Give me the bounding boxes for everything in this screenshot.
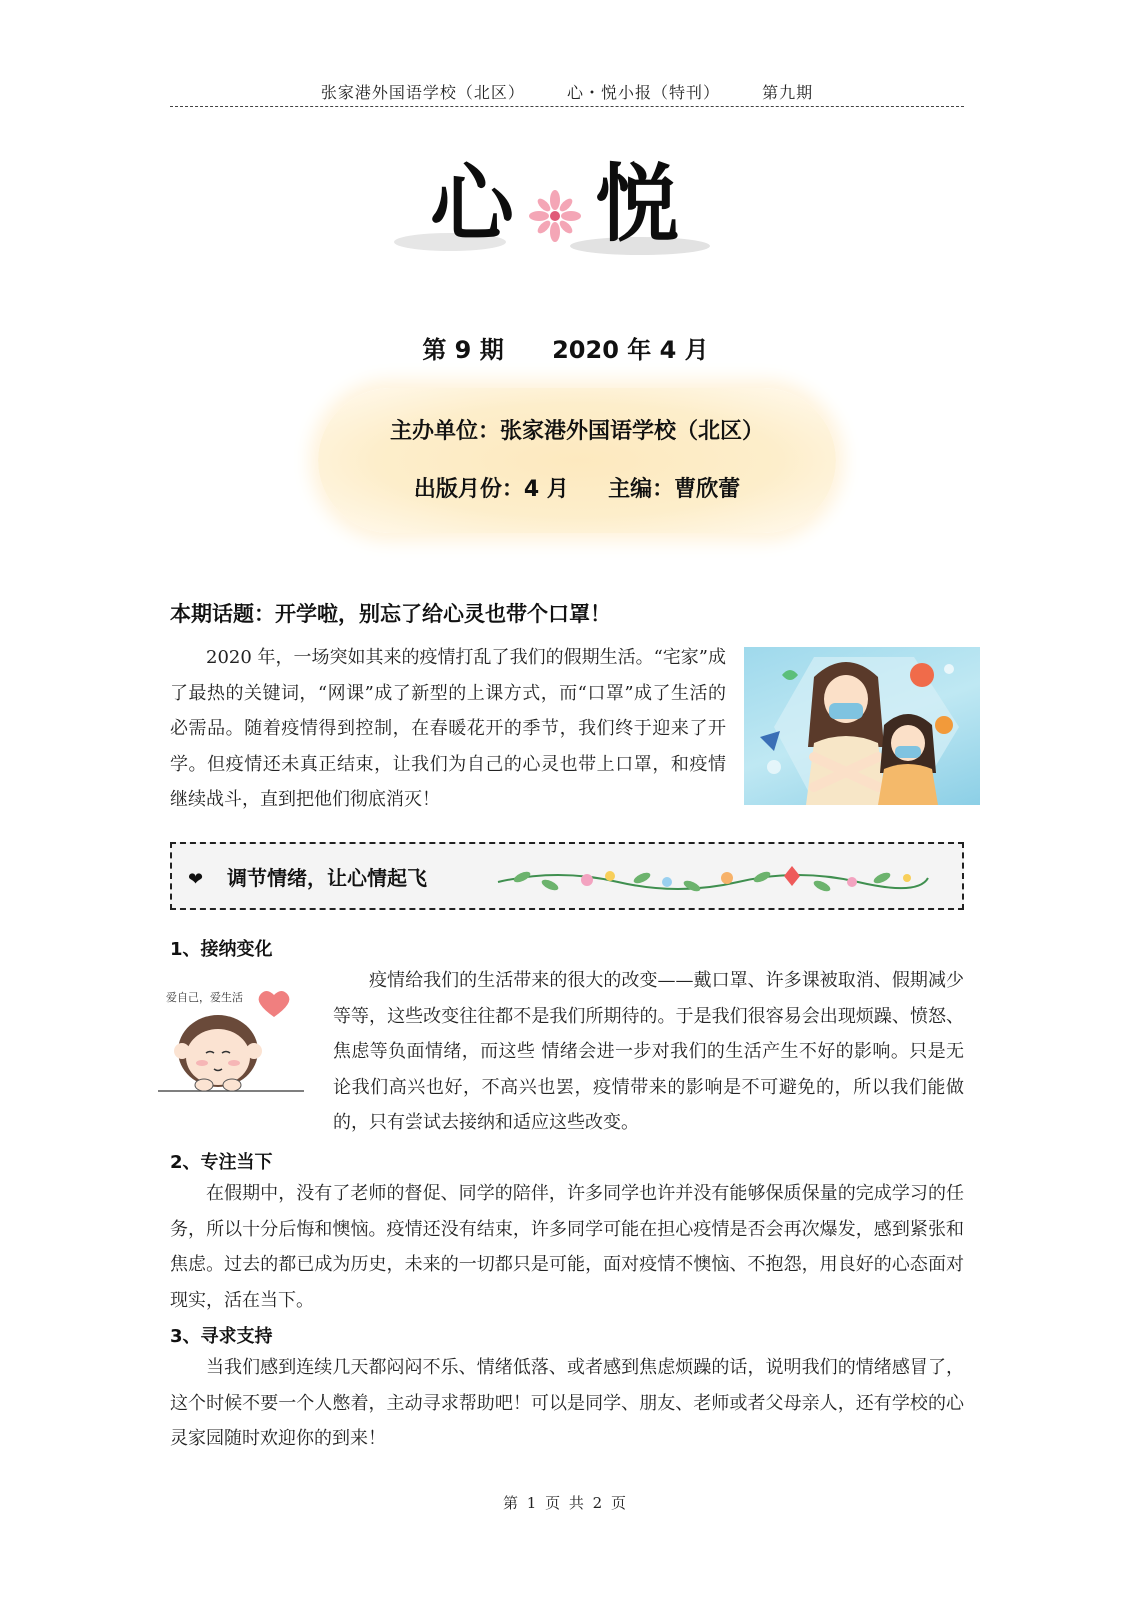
publish-month: 出版月份：4 月 [413,477,569,502]
month-editor-line [318,472,836,503]
item-2-heading: 2、专注当下 [170,1152,273,1173]
header-rule [170,106,964,107]
cartoon-girl-sticker [156,985,306,1100]
heart-icon: ❤ [188,869,204,890]
item-1-heading: 1、接纳变化 [170,939,273,960]
masthead-char-xin: 心 [430,154,515,253]
item-1-body: 疫情给我们的生活带来的很大的改变——戴口罩、许多课被取消、假期减少等等，这些改变往往都不是我们所期待的。于是我们很容易会出现烦躁、愤怒、焦虑等负面情绪，而这些 情绪会进一步对我们的生活产生不好的影响。只是无论我们高兴也好，不高兴也罢，疫情带来的影响是不可避免的，所以我们能做的，只有尝试去接纳和适应这些改变。 [333,970,964,1133]
publisher-info [318,388,836,533]
section-title-row [188,862,427,891]
item-1-paragraph [333,963,964,1141]
page-footer: 第 1 页 共 2 页 [503,1494,628,1512]
masked-students-illustration [744,647,980,805]
blossom-icon [525,186,585,246]
item-3-heading: 3、寻求支持 [170,1326,273,1347]
header-paper: 心・悦小报（特刊） [566,83,720,102]
topic-paragraph [170,640,726,818]
section-banner [170,842,964,910]
issue-number: 第 9 期 [422,336,504,364]
floral-vine-icon [492,852,932,902]
students-masks-icon [744,647,980,805]
masthead [390,154,710,270]
item-2-body: 在假期中，没有了老师的督促、同学的陪伴，许多同学也许并没有能够保质保量的完成学习的任务，所以十分后悔和懊恼。疫情还没有结束，许多同学可能在担心疫情是否会再次爆发，感到紧张和焦虑。过去的都已成为历史，未来的一切都只是可能，面对疫情不懊恼、不抱怨，用良好的心态面对现实，活在当下。 [170,1183,964,1311]
header-issue: 第九期 [762,83,814,102]
organizer: 主办单位：张家港外国语学校（北区） [389,419,764,444]
chief-editor: 主编：曹欣蕾 [608,477,741,502]
header-school: 张家港外国语学校（北区） [320,83,525,102]
section-title: 调节情绪，让心情起飞 [227,866,428,890]
item-3-body: 当我们感到连续几天都闷闷不乐、情绪低落、或者感到焦虑烦躁的话，说明我们的情绪感冒了，这个时候不要一个人憋着，主动寻求帮助吧！可以是同学、朋友、老师或者父母亲人，还有学校的心灵家园随时欢迎你的到来！ [170,1357,964,1449]
page-header [170,80,964,106]
item-2-paragraph [170,1176,964,1318]
topic-body: 2020 年，一场突如其来的疫情打乱了我们的假期生活。“宅家”成了最热的关键词，“网课”成了新型的上课方式，而“口罩”成了生活的必需品。随着疫情得到控制，在春暖花开的季节，我们终于迎来了开学。但疫情还未真正结束，让我们为自己的心灵也带上口罩，和疫情继续战斗，直到把他们彻底消灭！ [170,647,726,810]
topic-title: 本期话题：开学啦，别忘了给心灵也带个口罩！ [170,602,611,626]
item-3-paragraph [170,1350,964,1457]
issue-date: 2020 年 4 月 [552,336,709,364]
masthead-char-yue: 悦 [595,154,680,253]
sticker-caption: 爱自己，爱生活 [166,991,243,1004]
issue-line [0,330,1131,365]
